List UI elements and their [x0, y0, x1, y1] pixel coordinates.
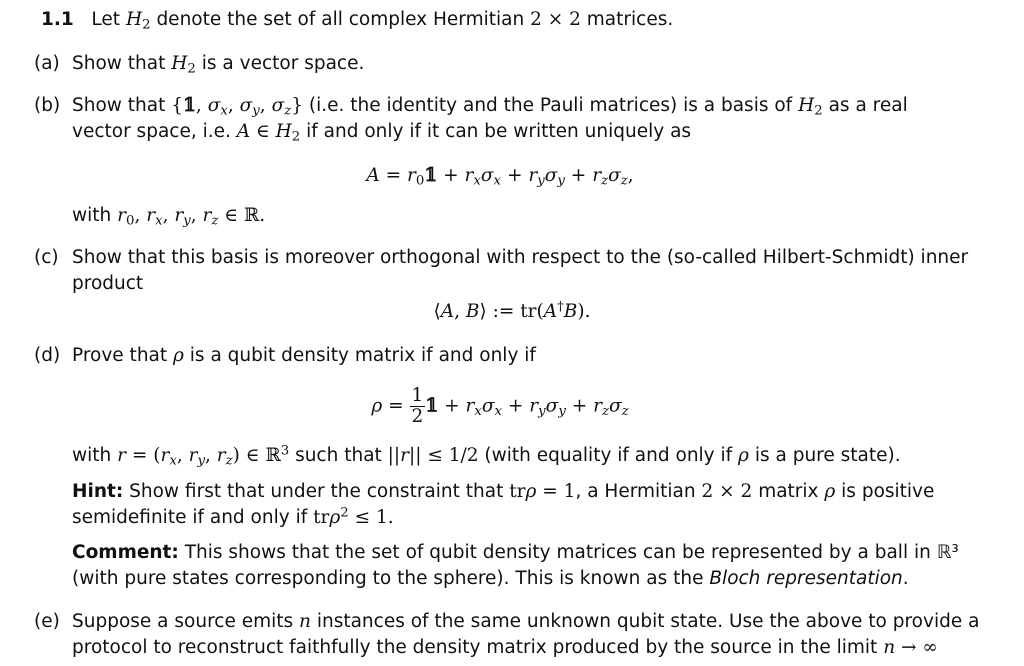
part-c-line2: product [72, 273, 144, 294]
comment-line2 [72, 567, 909, 591]
problem-intro [41, 8, 673, 32]
part-b-label: (b) [34, 95, 61, 116]
part-d-line1: Prove that ρ is a qubit density matrix if and only if [72, 345, 536, 366]
hint-label: Hint: [72, 481, 124, 502]
part-a-label: (a) [34, 53, 60, 74]
part-b-line2: vector space, i.e. A ∈ $H_2$ if and only if it can be written uniquely as [72, 121, 692, 145]
part-c-equation: ⟨A, B⟩ := tr(A†B). [433, 299, 591, 322]
part-b-after: with $r_0$, $r_x$, $r_y$, $r_z$ ∈ ℝ. [72, 205, 266, 229]
part-b-line1: Show that {𝟙, $\sigma_x$, $\sigma_y$, $\sigma_z$} (i.e. the identity and the Pauli matrices) is a basis of $H_2$ as a real [72, 95, 908, 119]
part-a-text: Show that $H_2$ is a vector space. [72, 53, 365, 77]
problem-number: 1.1 [41, 9, 74, 30]
comment-line1-text: This shows that the set of qubit density matrices can be represented by a ball in ℝ³ [184, 542, 959, 563]
comment-line1 [72, 541, 959, 565]
hint-line1: Hint: Show first that under the constraint that trρ = 1, a Hermitian 2 × 2 matrix ρ is positive [72, 481, 935, 502]
hint-line2: semidefinite if and only if trρ$^2$ ≤ 1. [72, 505, 394, 528]
part-c-line1: Show that this basis is moreover orthogonal with respect to the (so-called Hilbert-Schmidt) inner [72, 247, 969, 268]
part-d-equation: ρ = $\frac{1}{2}$ 𝟙 + $r_x\sigma_x + r_y\sigma_y + r_z\sigma_z$ [371, 385, 629, 427]
part-e-line2: protocol to reconstruct faithfully the density matrix produced by the source in the limit n → ∞ [72, 637, 938, 658]
comment-line2-post: . [902, 568, 909, 589]
part-d-after: with $r = (r_x$, $r_y$, $r_z$) ∈ ℝ$^3$ such that ||r|| ≤ 1/2 (with equality if and only if ρ is a pure state). [72, 443, 901, 469]
part-b-equation: $A = r_0𝟙 + r_x\sigma_x + r_y\sigma_y + r_z\sigma_z$, [366, 165, 634, 189]
part-e-label: (e) [34, 611, 60, 632]
comment-label: Comment: [72, 542, 179, 563]
problem-intro-text: Let $H_2$ denote the set of all complex Hermitian 2 × 2 matrices. [79, 9, 674, 33]
comment-line2-pre: (with pure states corresponding to the sphere). This is known as the [72, 568, 710, 589]
part-e-line1: Suppose a source emits n instances of the same unknown qubit state. Use the above to provide a [72, 611, 980, 632]
part-d-label: (d) [34, 345, 61, 366]
bloch-representation-term: Bloch representation [709, 568, 903, 589]
part-c-label: (c) [34, 247, 59, 268]
one-half-fraction: $\frac{1}{2}$ [411, 385, 424, 427]
